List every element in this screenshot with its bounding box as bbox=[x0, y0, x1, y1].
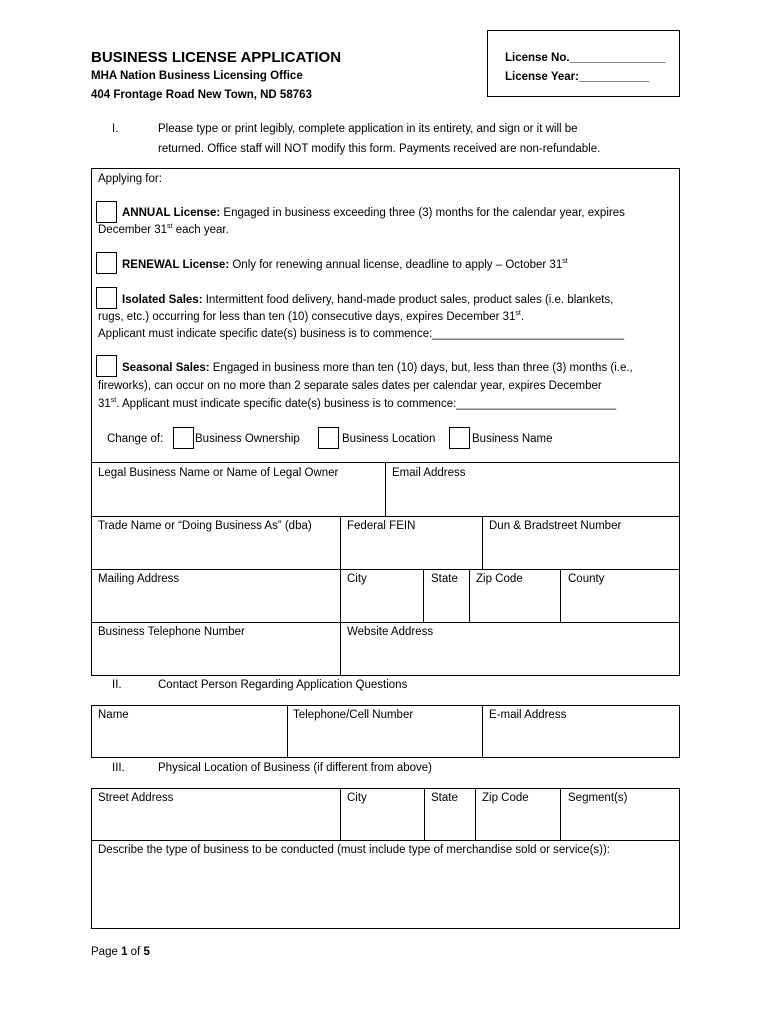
trade-name-field[interactable]: Trade Name or “Doing Business As” (dba) bbox=[98, 520, 312, 532]
license-year-field[interactable]: License Year:___________ bbox=[505, 71, 650, 83]
legal-name-field[interactable]: Legal Business Name or Name of Legal Owner bbox=[98, 467, 339, 479]
grid-row-divider bbox=[91, 569, 680, 570]
grid-col-divider bbox=[482, 705, 483, 758]
seasonal-sales-text: Seasonal Sales: Engaged in business more than ten (10) days, but, less than three (3) months (i.e., bbox=[122, 362, 633, 374]
segment-field[interactable]: Segment(s) bbox=[568, 792, 628, 804]
mailing-address-field[interactable]: Mailing Address bbox=[98, 573, 180, 585]
grid-col-divider bbox=[482, 516, 483, 569]
dun-bradstreet-field[interactable]: Dun & Bradstreet Number bbox=[489, 520, 622, 532]
section-2-numeral: II. bbox=[112, 679, 122, 691]
section-3-title: Physical Location of Business (if different from above) bbox=[158, 762, 433, 774]
applying-for-label: Applying for: bbox=[98, 173, 162, 185]
grid-col-divider bbox=[340, 516, 341, 676]
annual-license-checkbox[interactable] bbox=[96, 201, 117, 223]
change-ownership-checkbox[interactable] bbox=[173, 427, 194, 449]
annual-license-text: ANNUAL License: Engaged in business exceeding three (3) months for the calendar year, expires bbox=[122, 207, 625, 219]
change-location-label: Business Location bbox=[342, 433, 436, 445]
grid-col-divider bbox=[385, 463, 386, 516]
seasonal-sales-checkbox[interactable] bbox=[96, 355, 117, 377]
change-of-label: Change of: bbox=[107, 433, 164, 445]
business-description-field[interactable]: Describe the type of business to be conducted (must include type of merchandise sold or service(s)): bbox=[98, 844, 610, 856]
section-1-numeral: I. bbox=[112, 123, 119, 135]
form-title: BUSINESS LICENSE APPLICATION bbox=[91, 49, 342, 66]
county-field[interactable]: County bbox=[568, 573, 605, 585]
state-field[interactable]: State bbox=[431, 573, 458, 585]
change-location-checkbox[interactable] bbox=[318, 427, 339, 449]
website-field[interactable]: Website Address bbox=[347, 626, 434, 638]
seasonal-sales-dates[interactable]: 31st. Applicant must indicate specific date(s) business is to commence:_________________________ bbox=[98, 397, 617, 410]
grid-col-divider bbox=[469, 569, 470, 622]
grid-col-divider bbox=[423, 569, 424, 622]
contact-name-field[interactable]: Name bbox=[98, 709, 129, 721]
location-city-field[interactable]: City bbox=[347, 792, 367, 804]
street-address-field[interactable]: Street Address bbox=[98, 792, 174, 804]
renewal-license-text: RENEWAL License: Only for renewing annual license, deadline to apply – October 31st bbox=[122, 258, 568, 271]
grid-col-divider bbox=[475, 788, 476, 840]
location-grid bbox=[91, 788, 680, 929]
isolated-sales-checkbox[interactable] bbox=[96, 287, 117, 309]
location-zip-field[interactable]: Zip Code bbox=[482, 792, 529, 804]
change-name-checkbox[interactable] bbox=[449, 427, 470, 449]
section-3-numeral: III. bbox=[112, 762, 125, 774]
renewal-license-checkbox[interactable] bbox=[96, 252, 117, 274]
business-phone-field[interactable]: Business Telephone Number bbox=[98, 626, 245, 638]
contact-email-field[interactable]: E-mail Address bbox=[489, 709, 567, 721]
section-2-title: Contact Person Regarding Application Questions bbox=[158, 679, 408, 691]
zip-code-field[interactable]: Zip Code bbox=[476, 573, 523, 585]
grid-row-divider bbox=[91, 840, 680, 841]
instructions-line-1: Please type or print legibly, complete application in its entirety, and sign or it will be bbox=[158, 123, 578, 135]
grid-col-divider bbox=[424, 788, 425, 840]
grid-col-divider bbox=[560, 569, 561, 622]
license-no-field[interactable]: License No._______________ bbox=[505, 52, 666, 64]
grid-col-divider bbox=[560, 788, 561, 840]
grid-col-divider bbox=[287, 705, 288, 758]
grid-row-divider bbox=[91, 516, 680, 517]
seasonal-sales-line2: fireworks), can occur on no more than 2 separate sales dates per calendar year, expires December bbox=[98, 380, 602, 392]
isolated-sales-line2: rugs, etc.) occurring for less than ten (10) consecutive days, expires December 31st. bbox=[98, 310, 525, 323]
location-state-field[interactable]: State bbox=[431, 792, 458, 804]
email-field[interactable]: Email Address bbox=[392, 467, 466, 479]
office-name: MHA Nation Business Licensing Office bbox=[91, 70, 303, 82]
office-address: 404 Frontage Road New Town, ND 58763 bbox=[91, 89, 312, 101]
city-field[interactable]: City bbox=[347, 573, 367, 585]
annual-license-line2: December 31st each year. bbox=[98, 223, 229, 236]
license-box bbox=[487, 30, 680, 97]
isolated-sales-text: Isolated Sales: Intermittent food delivery, hand-made product sales, product sales (i.e. blankets, bbox=[122, 294, 614, 306]
grid-row-divider bbox=[91, 622, 680, 623]
isolated-sales-dates[interactable]: Applicant must indicate specific date(s) business is to commence:______________________________ bbox=[98, 328, 625, 340]
fein-field[interactable]: Federal FEIN bbox=[347, 520, 416, 532]
instructions-line-2: returned. Office staff will NOT modify this form. Payments received are non-refundable. bbox=[158, 143, 601, 155]
change-ownership-label: Business Ownership bbox=[195, 433, 300, 445]
change-name-label: Business Name bbox=[472, 433, 553, 445]
contact-phone-field[interactable]: Telephone/Cell Number bbox=[293, 709, 414, 721]
grid-col-divider bbox=[340, 788, 341, 840]
page-number: Page 1 of 5 bbox=[91, 946, 150, 958]
